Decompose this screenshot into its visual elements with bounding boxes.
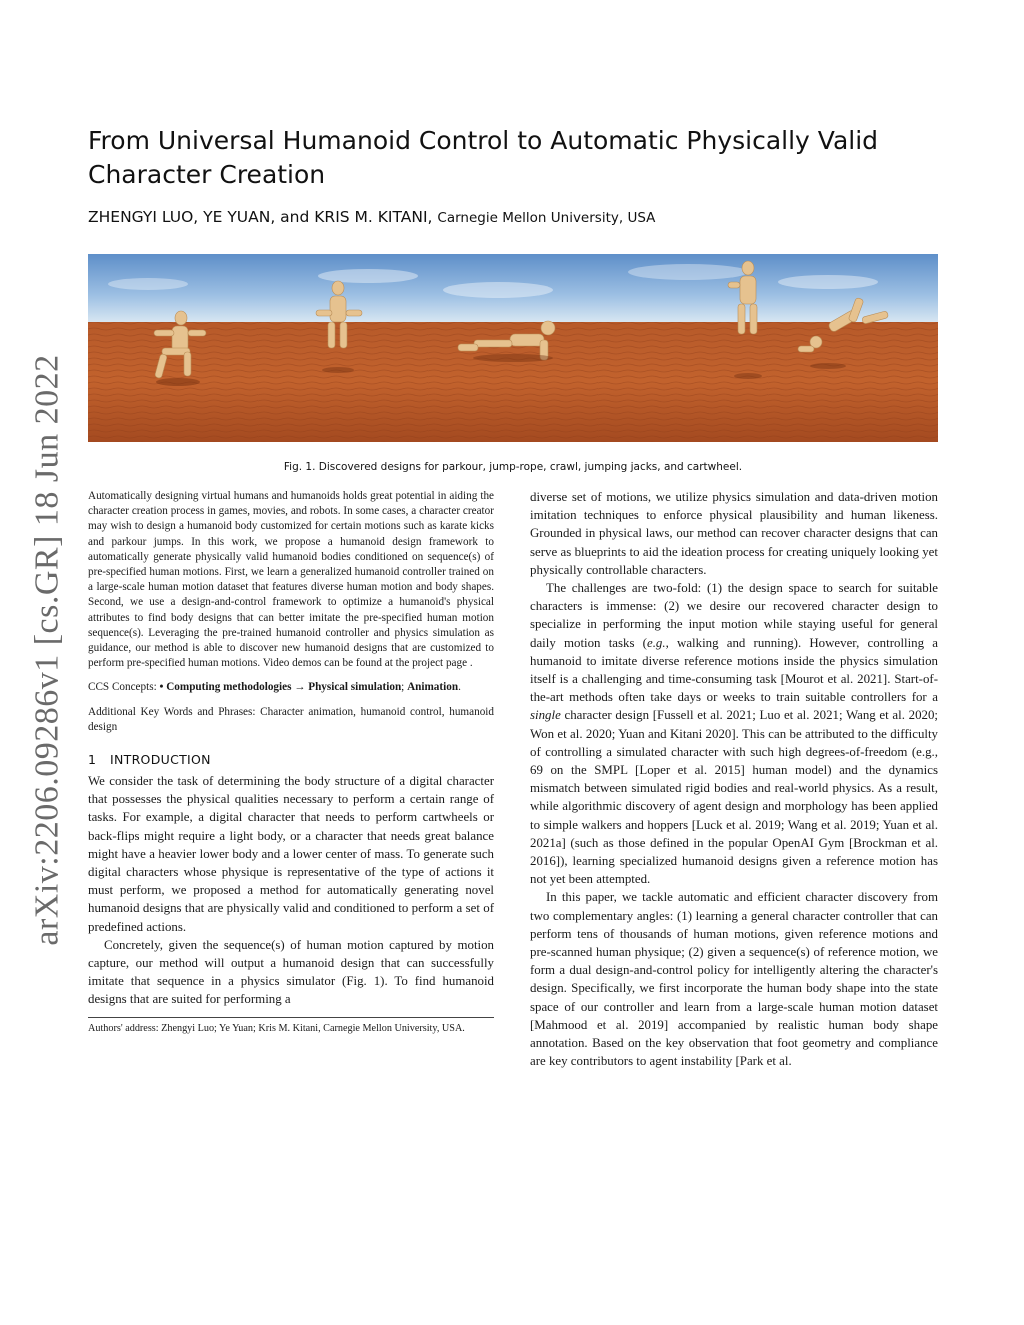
intro-paragraph-4	[530, 579, 938, 888]
author-names: ZHENGYI LUO, YE YUAN, and KRIS M. KITANI,	[88, 208, 433, 226]
ccs-end: .	[458, 681, 461, 694]
ccs-separator: ;	[401, 681, 408, 694]
right-column	[530, 488, 938, 1071]
figure-caption: Fig. 1. Discovered designs for parkour, jump-rope, crawl, jumping jacks, and cartwheel.	[283, 461, 743, 473]
panel-parkour	[88, 254, 258, 442]
section-heading-introduction	[88, 752, 494, 767]
intro-paragraph-2: Concretely, given the sequence(s) of human motion captured by motion capture, our method will output a humanoid design that can successfully imitate that sequence in a physics simulator (Fig. 1). To find humanoid designs that are suited for performing a	[88, 937, 494, 1007]
panel-cartwheel	[768, 254, 938, 442]
panel-crawl	[428, 254, 598, 442]
abstract: Automatically designing virtual humans and humanoids holds great potential in aiding the character creation process in games, movies, and robots. In some cases, a character creator may wish to design a humanoid body customized for certain motions such as karate kicks and parkour jumps. In this work, we propose a humanoid design framework to automatically generate physically valid humanoid bodies conditioned on sequence(s) of pre-specified human motions. First, we learn a generalized humanoid controller trained on a large-scale human motion dataset that features diverse human motion and body shapes. Second, we use a design-and-control framework to optimize a humanoid's physical attributes to find body designs that can better imitate the pre-specified human motion sequence(s). Leveraging the pre-trained humanoid controller and physics simulation as guidance, our method is able to discover new humanoid designs that are customized to perform pre-specified human motions. Video demos can be found at the project page .	[88, 490, 494, 670]
author-line	[88, 208, 948, 226]
teaser-figure	[88, 254, 938, 442]
intro-paragraph-5: In this paper, we tackle automatic and efficient character discovery from two complementary angles: (1) learning a general character controller that can perform tens of thousands of human motions, given reference motions and pre-scanned human physique; (2) given a sequence(s) of reference motion, we form a dual design-and-control policy for intelligently altering the character's design. Specifically, we first incorporate the human body shape into the state space of our controller and learn from a large-scale human motion dataset [Mahmood et al. 2019] accompanied by realistic human body shape annotation. Based on the key observation that foot geometry and compliance are key contributors to agent instability [Park et al.	[530, 890, 938, 1069]
intro-paragraph-1: We consider the task of determining the body structure of a digital character that possesses the physical qualities necessary to perform a certain range of tasks. For example, a digital character that needs to perform cartwheels or back-flips might require a light body, or a character that needs great balance might have a heavier lower body and a lower center of mass. To generate such digital characters whose physique is representative of the type of actions it must perform, we proposed a method for automatically generating novel humanoid designs that are physically valid and conditioned to perform a set of predefined actions.	[88, 774, 494, 934]
intro-paragraph-3: diverse set of motions, we utilize physics simulation and data-driven motion imitation techniques to enforce physical plausibility and human likeness. Grounded in physical laws, our method can recover character designs that can serve as blueprints to aid the ideation process for creating uniquely looking yet physically controllable characters.	[530, 490, 938, 577]
ccs-concepts	[88, 680, 494, 695]
p4-part-c: character design [Fussell et al. 2021; Luo et al. 2021; Wang et al. 2020; Won et al. 2020; Yuan and Kitani 2020]. This can be attributed to the difficulty of controlling a simulated character with such high degrees-of-freedom (e.g., 69 on the SMPL [Loper et al. 2015] human model) and the dynamics mismatch between simulated rigid bodies and real-world physics. As a result, while algorithmic discovery of agent design and morphology has been applied to simple walkers and hoppers [Luck et al. 2019; Wang et al. 2019; Yuan et al. 2021a] (such as those defined in the popular OpenAI Gym [Brockman et al. 2016]), learning specialized humanoid designs given a reference motion has not yet been attempted.	[530, 708, 938, 887]
ccs-prefix: CCS Concepts:	[88, 681, 160, 694]
left-column	[88, 489, 494, 1035]
p4-part-a: The challenges are two-fold: (1) the design space to search for suitable characters is immense: (2) we desire our recovered character design to specialize in performing the input motion while staying useful for general daily motion tasks (	[530, 581, 938, 650]
ccs-concept-2: Animation	[407, 681, 459, 694]
panel-jump-rope	[258, 254, 428, 442]
p4-single: single	[530, 708, 561, 723]
authors-address-footnote: Authors' address: Zhengyi Luo; Ye Yuan; Kris M. Kitani, Carnegie Mellon University, USA.	[88, 1022, 465, 1034]
ccs-concept-1: Computing methodologies → Physical simulation	[166, 681, 402, 694]
section-title: INTRODUCTION	[110, 752, 211, 768]
teaser-render	[88, 254, 938, 442]
panel-jumping-jacks	[598, 254, 768, 442]
keywords: Additional Key Words and Phrases: Character animation, humanoid control, humanoid design	[88, 705, 494, 733]
paper-title: From Universal Humanoid Control to Automatic Physically Valid Character Creation	[88, 126, 879, 189]
p4-part-b: , walking and running). However, controlling a humanoid to imitate diverse reference motions inside the physics simulation itself is a challenging and time-consuming task [Mourot et al. 2021]. Start-of-the-art methods often take days or weeks to train suitable controllers for a	[530, 635, 938, 705]
section-number: 1	[88, 752, 97, 768]
affiliation: Carnegie Mellon University, USA	[437, 210, 656, 226]
ccs-bullet: •	[159, 681, 167, 694]
arxiv-id: arXiv:2206.09286v1 [cs.GR] 18 Jun 2022	[29, 354, 67, 946]
arxiv-stamp	[18, 350, 78, 950]
p4-eg: e.g.	[646, 635, 666, 650]
footnote-rule	[88, 1017, 494, 1018]
